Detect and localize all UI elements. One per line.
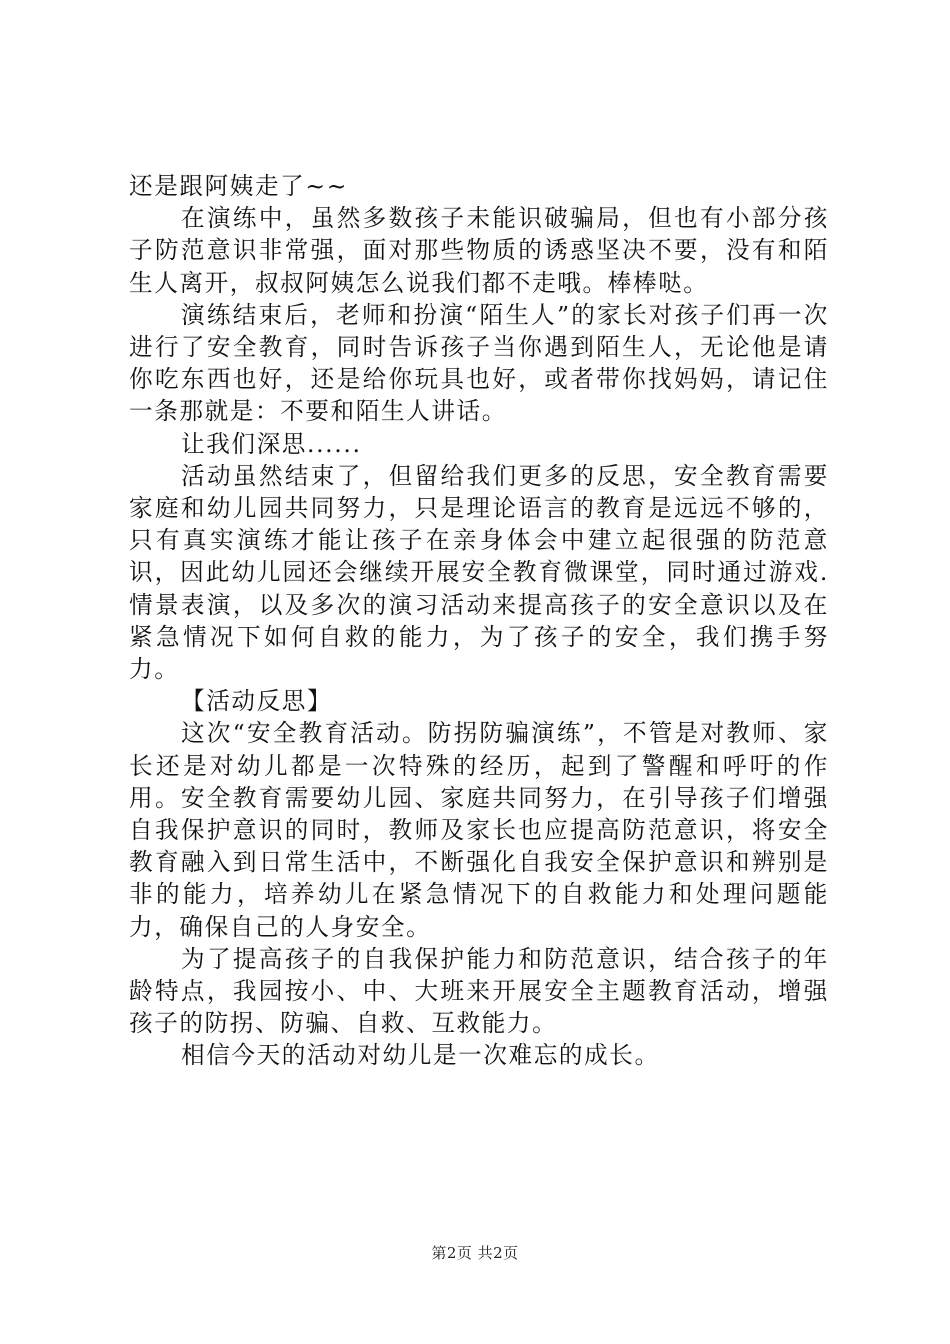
paragraph-continuation: 还是跟阿姨走了~~ — [129, 172, 349, 200]
paragraph-reflection-intro: 让我们深思...... — [181, 429, 362, 458]
section-heading-reflection: 【活动反思】 — [181, 687, 333, 716]
paragraph-age-specific: 为了提高孩子的自我保护能力和防范意识，结合孩子的年龄特点，我园按小、中、大班来开展安全主题教育活动，增强孩子的防拐、防骗、自救、互救能力。 — [129, 944, 829, 1038]
page-number-footer: 第2页 共2页 — [431, 1244, 519, 1262]
paragraph-activity-summary: 活动虽然结束了，但留给我们更多的反思，安全教育需要家庭和幼儿园共同努力，只是理论语言的教育是远远不够的，只有真实演练才能让孩子在亲身体会中建立起很强的防范意识，因此幼儿园还会继续开展安全教育微课堂，同时通过游戏.情景表演，以及多次的演习活动来提高孩子的安全意识以及在紧急情况下如何自救的能力，为了孩子的安全，我们携手努力。 — [129, 461, 829, 684]
paragraph-after-drill: 演练结束后，老师和扮演“陌生人”的家长对孩子们再一次进行了安全教育，同时告诉孩子当你遇到陌生人，无论他是请你吃东西也好，还是给你玩具也好，或者带你找妈妈，请记住一条那就是：不要和陌生人讲话。 — [129, 300, 829, 426]
paragraph-drill-result: 在演练中，虽然多数孩子未能识破骗局，但也有小部分孩子防范意识非常强，面对那些物质的诱惑坚决不要，没有和陌生人离开，叔叔阿姨怎么说我们都不走哦。棒棒哒。 — [129, 204, 829, 297]
document-body — [129, 170, 829, 1072]
paragraph-reflection-body: 这次“安全教育活动。防拐防骗演练”，不管是对教师、家长还是对幼儿都是一次特殊的经历，起到了警醒和呼吁的作用。安全教育需要幼儿园、家庭共同努力，在引导孩子们增强自我保护意识的同时，教师及家长也应提高防范意识，将安全教育融入到日常生活中，不断强化自我安全保护意识和辨别是非的能力，培养幼儿在紧急情况下的自救能力和处理问题能力，确保自己的人身安全。 — [129, 719, 829, 941]
paragraph-closing: 相信今天的活动对幼儿是一次难忘的成长。 — [181, 1041, 660, 1070]
